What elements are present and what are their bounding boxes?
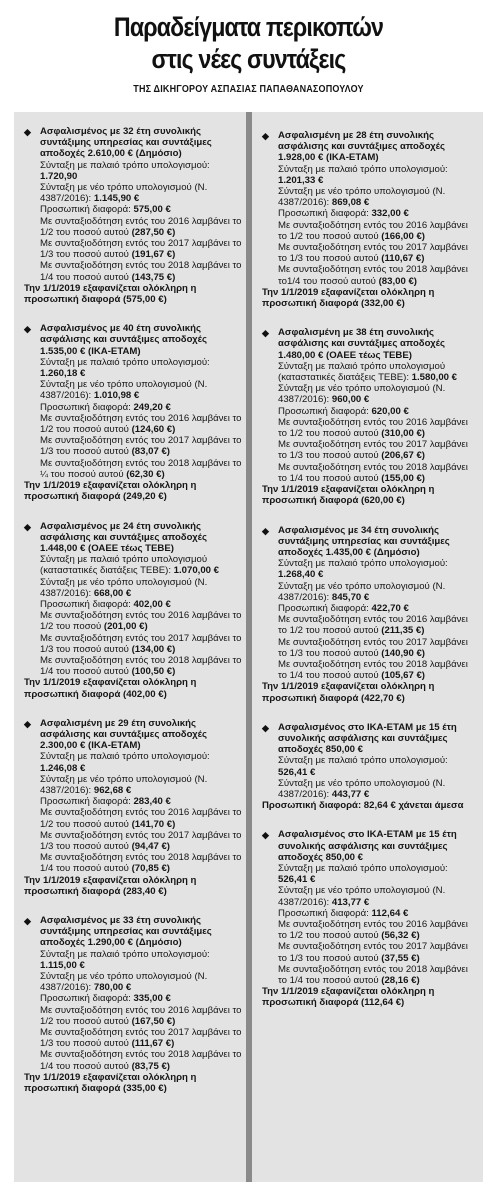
pension-example: [24, 521, 242, 700]
calculation-label: Με συνταξιοδότηση εντός του 2018 λαμβάνει το ¼ του ποσού αυτού: [40, 457, 242, 480]
calculation-label: Προσωπική διαφορά:: [278, 602, 372, 614]
calculation-line: [24, 751, 242, 773]
calculation-label: Σύνταξη με παλαιό τρόπο υπολογισμού:: [40, 159, 210, 171]
calculation-value: 1.010,98 €: [93, 390, 140, 402]
calculation-value: 422,70 €: [371, 602, 409, 614]
example-heading-text: Ασφαλισμένος με 24 έτη συνολικής ασφάλισης και συντάξιμες αποδοχές 1.448,00 € (ΟΑΕΕ τέως ΤΕΒΕ): [40, 520, 207, 554]
calculation-label: Σύνταξη με παλαιό τρόπο υπολογισμού:: [278, 862, 448, 874]
pension-example: [24, 323, 242, 502]
calculation-value: 780,00 €: [93, 982, 132, 994]
calculation-line: [24, 554, 242, 576]
calculation-label: Με συνταξιοδότηση εντός του 2018 λαμβάνει το 1/4 του ποσού αυτού: [278, 963, 468, 987]
example-heading: [24, 915, 242, 949]
calculation-label: Με συνταξιοδότηση εντός του 2018 λαμβάνει το 1/4 του ποσού αυτού: [40, 260, 242, 283]
calculation-label: Με συνταξιοδότηση εντός του 2016 λαμβάνει το 1/2 του ποσού αυτού: [40, 807, 242, 830]
calculation-line: [24, 949, 242, 971]
calculation-label: Σύνταξη με νέο τρόπο υπολογισμού (Ν. 4387/2016):: [278, 885, 446, 908]
calculation-value: 1.720,90: [40, 170, 78, 182]
example-conclusion: Την 1/1/2019 εξαφανίζεται ολόκληρη η προσωπική διαφορά (332,00 €): [262, 286, 435, 310]
calculation-line: [24, 402, 242, 413]
calculation-value: (134,00 €): [131, 643, 176, 655]
calculation-value: (94,47 €): [131, 840, 170, 852]
calculation-value: 402,00 €: [133, 598, 171, 610]
calculation-value: (62,30 €): [126, 468, 165, 480]
calculation-line: [262, 383, 479, 405]
calculation-line: [262, 361, 479, 383]
calculation-label: Προσωπική διαφορά:: [40, 993, 134, 1005]
calculation-line: [262, 462, 479, 484]
diamond-bullet-icon: ◆: [24, 127, 31, 137]
calculation-line: [262, 186, 479, 208]
calculation-value: 283,40 €: [133, 796, 171, 808]
pension-example: [262, 327, 479, 506]
calculation-line: [262, 439, 479, 461]
calculation-line: [262, 863, 479, 885]
calculation-label: Προσωπική διαφορά:: [278, 405, 372, 417]
calculation-line: [24, 182, 242, 204]
calculation-label: Σύνταξη με νέο τρόπο υπολογισμού (Ν. 4387/2016):: [40, 182, 208, 205]
calculation-line: [24, 216, 242, 238]
calculation-label: Προσωπική διαφορά:: [40, 401, 134, 413]
calculation-label: Με συνταξιοδότηση εντός του 2017 λαμβάνει το 1/3 του ποσού αυτού: [278, 439, 468, 462]
calculation-label: Με συνταξιοδότηση εντός του 2016 λαμβάνει το 1/2 του ποσού αυτού: [278, 416, 468, 440]
calculation-line: [24, 577, 242, 599]
calculation-label: Με συνταξιοδότηση εντός του 2016 λαμβάνει το 1/2 του ποσού αυτού: [40, 1004, 242, 1027]
calculation-label: Σύνταξη με παλαιό τρόπο υπολογισμού:: [278, 558, 448, 570]
calculation-value: 960,00 €: [331, 394, 370, 406]
calculation-value: (143,75 €): [131, 271, 176, 283]
calculation-label: Με συνταξιοδότηση εντός του 2018 λαμβάνει το1/4 του ποσού αυτού: [278, 264, 468, 287]
personal-difference-lost: Προσωπική διαφορά: 82,64 € χάνεται άμεσα: [262, 800, 464, 812]
calculation-line: [262, 220, 479, 242]
example-heading: [24, 126, 242, 160]
calculation-value: (140,90 €): [381, 647, 425, 659]
calculation-value: 1.145,90 €: [93, 193, 140, 205]
example-heading-text: Ασφαλισμένη με 28 έτη συνολικής ασφάλισης και συντάξιμες αποδοχές 1.928,00 € (ΙΚΑ-ΕΤΑΜ): [278, 130, 445, 164]
calculation-value: 413,77 €: [331, 896, 370, 908]
diamond-bullet-icon: ◆: [262, 525, 269, 536]
calculation-line: [24, 204, 242, 215]
calculation-value: 1.260,18 €: [40, 368, 86, 380]
example-conclusion: Την 1/1/2019 εξαφανίζεται ολόκληρη η προσωπική διαφορά (620,00 €): [262, 484, 435, 507]
calculation-line: [262, 919, 479, 941]
calculation-label: Με συνταξιοδότηση εντός του 2018 λαμβάνει το 1/4 του ποσού αυτού: [40, 1049, 242, 1072]
pension-example: [262, 130, 479, 309]
diamond-bullet-icon: ◆: [24, 324, 31, 335]
calculation-value: 1.201,33 €: [278, 174, 324, 186]
calculation-value: (201,00 €): [103, 621, 148, 633]
calculation-line: [24, 610, 242, 632]
example-heading-text: Ασφαλισμένη με 38 έτη συνολικής ασφάλισης και συντάξιμες αποδοχές 1.480,00 € (ΟΑΕΕ τέως ΤΕΒΕ): [278, 327, 445, 361]
calculation-line: [24, 830, 242, 852]
pension-example: [24, 915, 242, 1094]
calculation-line: [24, 1005, 242, 1027]
calculation-label: Με συνταξιοδότηση εντός του 2017 λαμβάνει το 1/3 του ποσού αυτού: [40, 632, 242, 655]
example-heading-text: Ασφαλισμένος στο ΙΚΑ-ΕΤΑΜ με 15 έτη συνολικής ασφάλισης και συντάξιμες αποδοχές 850,00 €: [278, 721, 457, 756]
calculation-value: 1.268,40 €: [278, 569, 324, 581]
example-heading-text: Ασφαλισμένη με 29 έτη συνολικής ασφάλισης και συντάξιμες αποδοχές 2.300,00 € (ΙΚΑ-ΕΤΑΜ): [40, 717, 207, 752]
calculation-line: [24, 238, 242, 260]
calculation-value: (83,00 €): [378, 275, 417, 287]
calculation-value: (100,50 €): [131, 666, 176, 678]
headline-line-2: στις νέες συντάξεις: [151, 44, 346, 74]
example-heading: [262, 525, 479, 559]
calculation-line: [262, 659, 479, 681]
calculation-label: Με συνταξιοδότηση εντός του 2018 λαμβάνει το 1/4 του ποσού αυτού: [40, 852, 242, 875]
calculation-line: [24, 160, 242, 182]
calculation-label: Προσωπική διαφορά:: [40, 204, 134, 216]
example-conclusion: Την 1/1/2019 εξαφανίζεται ολόκληρη η προσωπική διαφορά (575,00 €): [24, 282, 197, 306]
calculation-value: (83,07 €): [131, 446, 170, 458]
calculation-value: 335,00 €: [133, 993, 171, 1005]
calculation-value: 526,41 €: [278, 766, 316, 778]
example-heading-text: Ασφαλισμένος με 40 έτη συνολικής ασφάλισης και συντάξιμες αποδοχές 1.535,00 € (ΙΚΑ-ΕΤΑΜ): [40, 323, 207, 357]
diamond-bullet-icon: ◆: [262, 830, 269, 841]
diamond-bullet-icon: ◆: [24, 521, 31, 532]
calculation-line: [262, 264, 479, 286]
calculation-value: (111,67 €): [131, 1038, 175, 1050]
calculation-value: (206,67 €): [381, 450, 425, 462]
calculation-line: [262, 417, 479, 439]
calculation-value: (167,50 €): [131, 1015, 176, 1027]
calculation-value: 869,08 €: [331, 197, 370, 209]
calculation-line: [24, 379, 242, 401]
calculation-line: [262, 603, 479, 614]
left-column: [14, 112, 246, 1182]
example-conclusion: Την 1/1/2019 εξαφανίζεται ολόκληρη η προσωπική διαφορά (422,70 €): [262, 681, 435, 704]
calculation-line: [24, 993, 242, 1004]
calculation-line: [262, 941, 479, 963]
calculation-value: (191,67 €): [131, 249, 176, 261]
calculation-label: Με συνταξιοδότηση εντός του 2016 λαμβάνει το 1/2 του ποσού αυτού: [278, 614, 468, 637]
calculation-label: Με συνταξιοδότηση εντός του 2016 λαμβάνει το 1/2 του ποσού αυτού: [40, 412, 242, 436]
calculation-line: [24, 413, 242, 435]
example-heading: [262, 829, 479, 863]
calculation-label: Με συνταξιοδότηση εντός του 2017 λαμβάνει το 1/3 του ποσού αυτού: [278, 636, 468, 659]
calculation-label: Σύνταξη με νέο τρόπο υπολογισμού (Ν. 4387/2016):: [40, 773, 208, 796]
calculation-line: [24, 796, 242, 807]
pension-example: [24, 126, 242, 305]
diamond-bullet-icon: ◆: [262, 328, 269, 339]
calculation-label: Σύνταξη με παλαιό τρόπο υπολογισμού:: [278, 755, 448, 767]
example-heading: [24, 521, 242, 555]
calculation-value: (56,32 €): [381, 930, 420, 942]
calculation-value: (155,00 €): [381, 472, 425, 484]
diamond-bullet-icon: ◆: [262, 722, 269, 733]
calculation-value: 526,41 €: [278, 874, 316, 886]
calculation-line: [24, 633, 242, 655]
pension-example: [262, 722, 479, 812]
calculation-value: 443,77 €: [331, 788, 370, 800]
calculation-label: Σύνταξη με παλαιό τρόπο υπολογισμού:: [40, 948, 210, 960]
calculation-label: Με συνταξιοδότηση εντός του 2018 λαμβάνει το 1/4 του ποσού αυτού: [40, 654, 242, 678]
calculation-label: Με συνταξιοδότηση εντός του 2016 λαμβάνει το 1/2 του ποσού: [40, 610, 242, 633]
calculation-label: Σύνταξη με παλαιό τρόπο υπολογισμού:: [278, 163, 448, 175]
calculation-label: Σύνταξη με παλαιό τρόπο υπολογισμού (καταστατικές διατάξεις ΤΕΒΕ):: [40, 554, 208, 577]
example-conclusion: Την 1/1/2019 εξαφανίζεται ολόκληρη η προσωπική διαφορά (402,00 €): [24, 677, 197, 700]
calculation-label: Με συνταξιοδότηση εντός του 2017 λαμβάνει το 1/3 του ποσού αυτού: [278, 941, 468, 964]
calculation-value: (37,55 €): [381, 952, 420, 964]
calculation-label: Προσωπική διαφορά:: [278, 907, 372, 919]
calculation-line: [24, 599, 242, 610]
calculation-label: Με συνταξιοδότηση εντός του 2016 λαμβάνει το 1/2 του ποσού αυτού: [278, 219, 468, 242]
calculation-value: (124,60 €): [131, 424, 176, 436]
example-heading: [24, 323, 242, 357]
example-heading: [262, 722, 479, 756]
example-conclusion: Την 1/1/2019 εξαφανίζεται ολόκληρη η προσωπική διαφορά (335,00 €): [24, 1071, 197, 1095]
calculation-label: Με συνταξιοδότηση εντός του 2018 λαμβάνει το 1/4 του ποσού αυτού: [278, 461, 468, 484]
calculation-line: [262, 581, 479, 603]
calculation-value: 845,70 €: [331, 591, 370, 603]
pension-example: [24, 718, 242, 897]
calculation-value: (83,75 €): [131, 1060, 170, 1072]
calculation-value: (287,50 €): [131, 226, 176, 238]
calculation-value: 332,00 €: [371, 208, 409, 220]
calculation-line: [24, 852, 242, 874]
calculation-value: (110,67 €): [381, 253, 425, 265]
example-heading-text: Ασφαλισμένος με 34 έτη συνολικής συντάξιμης υπηρεσίας και συντάξιμες αποδοχές 1.435,00 € (Δημόσιο): [278, 524, 450, 558]
example-conclusion: Την 1/1/2019 εξαφανίζεται ολόκληρη η προσωπική διαφορά (249,20 €): [24, 480, 197, 503]
calculation-label: Σύνταξη με νέο τρόπο υπολογισμού (Ν. 4387/2016):: [278, 186, 446, 209]
calculation-value: (141,70 €): [131, 818, 176, 830]
calculation-line: [24, 655, 242, 677]
calculation-line: [262, 242, 479, 264]
calculation-value: 1.070,00 €: [173, 565, 220, 577]
calculation-value: (28,16 €): [381, 975, 420, 987]
calculation-label: Σύνταξη με νέο τρόπο υπολογισμού (Ν. 4387/2016):: [40, 576, 208, 599]
calculation-value: (105,67 €): [381, 670, 425, 682]
calculation-label: Με συνταξιοδότηση εντός του 2017 λαμβάνει το 1/3 του ποσού αυτού: [278, 242, 468, 265]
calculation-label: Με συνταξιοδότηση εντός του 2017 λαμβάνει το 1/3 του ποσού αυτού: [40, 829, 242, 852]
calculation-value: 575,00 €: [133, 204, 171, 216]
calculation-line: [262, 964, 479, 986]
calculation-line: [24, 435, 242, 457]
headline-line-1: Παραδείγματα περικοπών: [113, 12, 384, 42]
diamond-bullet-icon: ◆: [262, 131, 269, 141]
calculation-label: Με συνταξιοδότηση εντός του 2016 λαμβάνει το 1/2 του ποσού αυτού: [40, 215, 242, 238]
example-heading-text: Ασφαλισμένος στο ΙΚΑ-ΕΤΑΜ με 15 έτη συνολικής ασφάλισης και συντάξιμες αποδοχές 850,00 €: [278, 829, 457, 863]
calculation-label: Σύνταξη με νέο τρόπο υπολογισμού (Ν. 4387/2016):: [278, 777, 446, 800]
calculation-value: (310,00 €): [381, 428, 425, 440]
calculation-line: [262, 614, 479, 636]
calculation-label: Με συνταξιοδότηση εντός του 2017 λαμβάνει το 1/3 του ποσού αυτού: [40, 1027, 242, 1050]
calculation-line: [262, 778, 479, 800]
author-byline: ΤΗΣ ΔΙΚΗΓΟΡΟΥ ΑΣΠΑΣΙΑΣ ΠΑΠΑΘΑΝΑΣΟΠΟΥΛΟΥ: [133, 84, 364, 95]
calculation-label: Σύνταξη με παλαιό τρόπο υπολογισμού (καταστατικές διατάξεις ΤΕΒΕ):: [278, 360, 446, 384]
calculation-label: Σύνταξη με παλαιό τρόπο υπολογισμού:: [40, 751, 210, 763]
calculation-label: Προσωπική διαφορά:: [278, 208, 372, 220]
calculation-value: 1.580,00 €: [411, 372, 458, 384]
calculation-value: 668,00 €: [93, 587, 132, 599]
calculation-value: (70,85 €): [131, 863, 170, 875]
calculation-label: Με συνταξιοδότηση εντός του 2017 λαμβάνει το 1/3 του ποσού αυτού: [40, 238, 242, 261]
calculation-value: 249,20 €: [133, 401, 171, 413]
calculation-label: Με συνταξιοδότηση εντός του 2017 λαμβάνει το 1/3 του ποσού αυτού: [40, 435, 242, 458]
calculation-line: [24, 971, 242, 993]
calculation-label: Σύνταξη με νέο τρόπο υπολογισμού (Ν. 4387/2016):: [278, 383, 446, 406]
calculation-line: [24, 260, 242, 282]
calculation-value: 962,68 €: [93, 784, 132, 796]
example-conclusion: Την 1/1/2019 εξαφανίζεται ολόκληρη η προσωπική διαφορά (283,40 €): [24, 874, 197, 897]
calculation-line: [262, 406, 479, 417]
calculation-value: 620,00 €: [371, 405, 409, 417]
calculation-line: [262, 637, 479, 659]
example-heading: [262, 130, 479, 164]
calculation-line: [24, 807, 242, 829]
calculation-line: [262, 558, 479, 580]
right-column: [252, 112, 483, 1182]
calculation-value: 112,64 €: [371, 907, 409, 919]
calculation-line: [24, 357, 242, 379]
calculation-line: [24, 774, 242, 796]
calculation-label: Σύνταξη με νέο τρόπο υπολογισμού (Ν. 4387/2016):: [278, 580, 446, 603]
calculation-label: Προσωπική διαφορά:: [40, 598, 134, 610]
calculation-label: Με συνταξιοδότηση εντός του 2016 λαμβάνει το 1/2 του ποσού αυτού: [278, 919, 468, 942]
calculation-line: [262, 885, 479, 907]
example-conclusion: Την 1/1/2019 εξαφανίζεται ολόκληρη η προσωπική διαφορά (112,64 €): [262, 986, 435, 1009]
calculation-value: 1.115,00 €: [40, 959, 85, 971]
calculation-line: [24, 1049, 242, 1071]
calculation-value: (166,00 €): [381, 230, 425, 242]
diamond-bullet-icon: ◆: [24, 718, 31, 729]
calculation-value: (211,35 €): [381, 625, 425, 637]
calculation-value: 1.246,08 €: [40, 762, 86, 774]
calculation-line: [262, 755, 479, 777]
diamond-bullet-icon: ◆: [24, 916, 31, 926]
calculation-label: Σύνταξη με νέο τρόπο υπολογισμού (Ν. 4387/2016):: [40, 971, 208, 994]
example-heading-text: Ασφαλισμένος με 33 έτη συνολικής συντάξιμης υπηρεσίας και συντάξιμες αποδοχές 1.290,00 € (Δημόσιο): [40, 915, 212, 949]
pension-example: [262, 829, 479, 1008]
calculation-line: [262, 208, 479, 219]
calculation-label: Προσωπική διαφορά:: [40, 796, 134, 808]
calculation-label: Με συνταξιοδότηση εντός του 2018 λαμβάνει το 1/4 του ποσού αυτού: [278, 658, 468, 682]
example-heading-text: Ασφαλισμένος με 32 έτη συνολικής συντάξιμης υπηρεσίας και συντάξιμες αποδοχές 2.610,00 € (Δημόσιο): [40, 126, 212, 160]
calculation-line: [262, 164, 479, 186]
calculation-label: Σύνταξη με παλαιό τρόπο υπολογισμού:: [40, 356, 210, 368]
example-heading: [24, 718, 242, 752]
pension-example: [262, 525, 479, 704]
calculation-label: Σύνταξη με νέο τρόπο υπολογισμού (Ν. 4387/2016):: [40, 379, 208, 402]
calculation-line: [24, 1027, 242, 1049]
calculation-line: [262, 908, 479, 919]
calculation-line: [24, 458, 242, 480]
example-heading: [262, 327, 479, 361]
